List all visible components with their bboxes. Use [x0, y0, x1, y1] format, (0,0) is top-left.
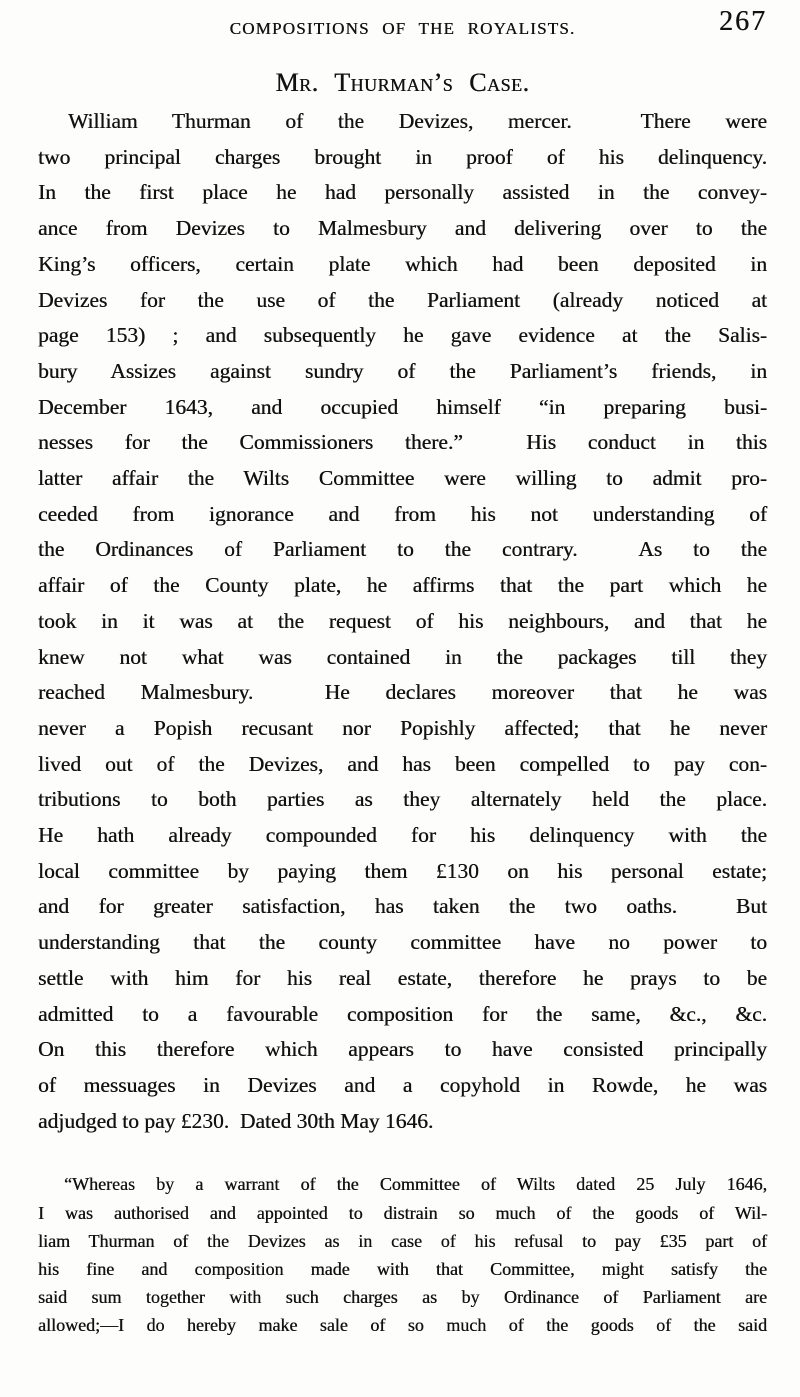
- footnote-text-line: his fine and composition made with that Committee, might satisfy the: [38, 1259, 767, 1279]
- body-text-line: and for greater satisfaction, has taken the two oaths. But: [38, 894, 767, 919]
- body-text-line: local committee by paying them £130 on his personal estate;: [38, 858, 767, 883]
- footnote-text-line: “Whereas by a warrant of the Committee of Wilts dated 25 July 1646,: [64, 1174, 767, 1195]
- footnote-text-line: I was authorised and appointed to distrain so much of the goods of Wil-: [38, 1202, 767, 1223]
- body-text-line: two principal charges brought in proof of his delinquency.: [38, 144, 767, 169]
- body-text-line: reached Malmesbury. He declares moreover that he was: [38, 680, 767, 705]
- body-text-line: latter affair the Wilts Committee were willing to admit pro-: [38, 466, 767, 491]
- body-text-line: never a Popish recusant nor Popishly affected; that he never: [38, 715, 767, 740]
- running-title: COMPOSITIONS OF THE ROYALISTS.: [229, 19, 576, 38]
- body-text-line: tributions to both parties as they alternately held the place.: [38, 787, 767, 812]
- body-text-line: December 1643, and occupied himself “in preparing busi-: [38, 394, 767, 419]
- body-text-line: King’s officers, certain plate which had been deposited in: [38, 251, 767, 276]
- body-text-line: settle with him for his real estate, therefore he prays to be: [38, 965, 767, 990]
- footnote-text-line: said sum together with such charges as by Ordinance of Parliament are: [38, 1287, 767, 1308]
- body-text-line: page 153) ; and subsequently he gave evidence at the Salis-: [38, 323, 767, 348]
- footnote-paragraph: [38, 1170, 767, 1339]
- body-text-line: William Thurman of the Devizes, mercer. There were: [68, 109, 767, 133]
- footnote-text-line: allowed;—I do hereby make sale of so much of the goods of the said: [38, 1315, 767, 1336]
- section-heading: Mr. Thurman’s Case.: [275, 68, 530, 97]
- body-text-line: knew not what was contained in the packages till they: [38, 644, 767, 669]
- body-text-line: adjudged to pay £230. Dated 30th May 1646.: [38, 1108, 434, 1133]
- case-body-paragraph: [38, 104, 767, 1139]
- footnote-text-line: liam Thurman of the Devizes as in case of his refusal to pay £35 part of: [38, 1230, 767, 1251]
- body-text-line: affair of the County plate, he affirms that the part which he: [38, 573, 767, 598]
- body-text-line: ceeded from ignorance and from his not understanding of: [38, 501, 767, 526]
- body-text-line: ance from Devizes to Malmesbury and delivering over to the: [38, 216, 767, 241]
- body-text-line: lived out of the Devizes, and has been compelled to pay con-: [38, 751, 767, 776]
- body-text-line: admitted to a favourable composition for the same, &c., &c.: [38, 1001, 767, 1026]
- body-text-line: In the first place he had personally assisted in the convey-: [38, 180, 767, 205]
- body-text-line: On this therefore which appears to have consisted principally: [38, 1037, 767, 1062]
- body-text-line: He hath already compounded for his delinquency with the: [38, 823, 767, 848]
- page-header: [38, 0, 767, 46]
- body-text-line: of messuages in Devizes and a copyhold in Rowde, he was: [38, 1072, 767, 1097]
- page-number: 267: [719, 6, 767, 37]
- body-text-line: bury Assizes against sundry of the Parliament’s friends, in: [38, 358, 767, 383]
- body-text-line: Devizes for the use of the Parliament (already noticed at: [38, 287, 767, 312]
- body-text-line: the Ordinances of Parliament to the contrary. As to the: [38, 537, 767, 562]
- body-text-line: took in it was at the request of his neighbours, and that he: [38, 608, 767, 633]
- body-text-line: understanding that the county committee have no power to: [38, 930, 767, 955]
- body-text-line: nesses for the Commissioners there.” His conduct in this: [38, 430, 767, 455]
